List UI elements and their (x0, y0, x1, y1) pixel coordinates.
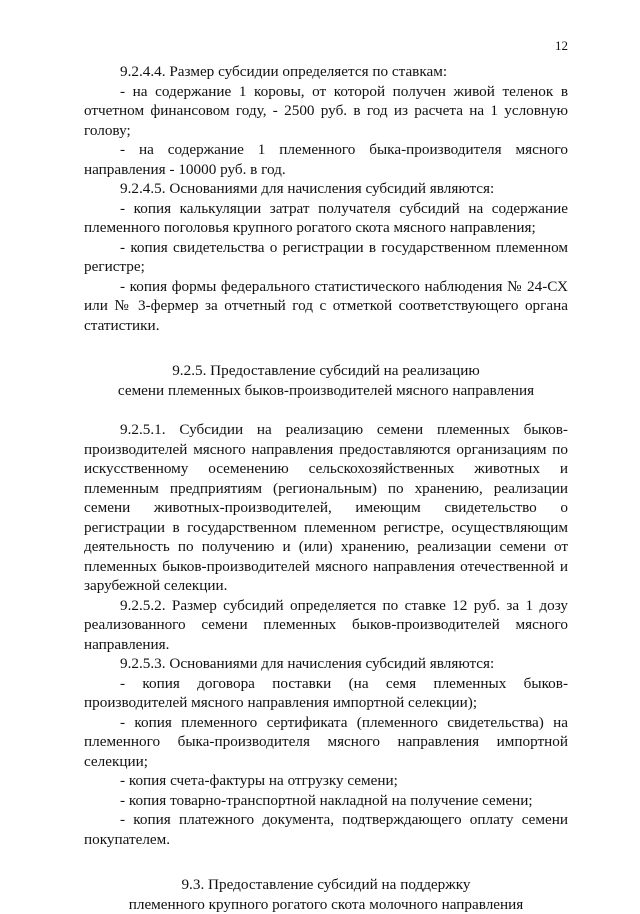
section-heading-9-2-5-line2: семени племенных быков-производителей мясного направления (84, 381, 568, 401)
paragraph-9-2-4-4-bull-rate: - на содержание 1 племенного быка-производителя мясного направления - 10000 руб. в год. (84, 140, 568, 179)
paragraph-9-2-4-5: 9.2.4.5. Основаниями для начисления субсидий являются: (84, 179, 568, 199)
paragraph-9-2-5-3-payment-document: - копия платежного документа, подтверждающего оплату семени покупателем. (84, 810, 568, 849)
page-number: 12 (555, 38, 568, 54)
paragraph-9-2-4-4: 9.2.4.4. Размер субсидии определяется по ставкам: (84, 62, 568, 82)
paragraph-9-2-5-2: 9.2.5.2. Размер субсидий определяется по ставке 12 руб. за 1 дозу реализованного семени племенных быков-производителей мясного направления. (84, 596, 568, 655)
paragraph-9-2-5-3-invoice: - копия счета-фактуры на отгрузку семени; (84, 771, 568, 791)
paragraph-9-2-5-1: 9.2.5.1. Субсидии на реализацию семени племенных быков-производителей мясного направления предоставляются организациям по искусственному осеменению сельскохозяйственных животных и племенным предприятиям (региональным) по хранению, реализации семени животных-производителей, имеющим свидетельство о регистрации в государственном племенном регистре, осуществляющим деятельность по получению и (или) хранению, реализации семени от племенных быков-производителей мясного направления отечественной и зарубежной селекции. (84, 420, 568, 596)
paragraph-9-2-4-5-calculation: - копия калькуляции затрат получателя субсидий на содержание племенного поголовья крупного рогатого скота мясного направления; (84, 199, 568, 238)
paragraph-9-2-4-5-certificate: - копия свидетельства о регистрации в государственном племенном регистре; (84, 238, 568, 277)
section-heading-9-3-line2: племенного крупного рогатого скота молочного направления (84, 895, 568, 914)
paragraph-9-2-5-3-waybill: - копия товарно-транспортной накладной на получение семени; (84, 791, 568, 811)
section-heading-9-3-line1: 9.3. Предоставление субсидий на поддержку (84, 875, 568, 895)
paragraph-9-2-4-5-statistics-form: - копия формы федерального статистического наблюдения № 24-СХ или № 3-фермер за отчетный год с отметкой соответствующего органа статистики. (84, 277, 568, 336)
paragraph-9-2-5-3: 9.2.5.3. Основаниями для начисления субсидий являются: (84, 654, 568, 674)
paragraph-9-2-5-3-breeding-certificate: - копия племенного сертификата (племенного свидетельства) на племенного быка-производителя мясного направления импортной селекции; (84, 713, 568, 772)
paragraph-9-2-4-4-cow-rate: - на содержание 1 коровы, от которой получен живой теленок в отчетном финансовом году, - 2500 руб. в год из расчета на 1 условную голову; (84, 82, 568, 141)
paragraph-9-2-5-3-supply-contract: - копия договора поставки (на семя племенных быков-производителей мясного направления импортной селекции); (84, 674, 568, 713)
document-body (84, 62, 568, 914)
section-heading-9-2-5-line1: 9.2.5. Предоставление субсидий на реализацию (84, 361, 568, 381)
